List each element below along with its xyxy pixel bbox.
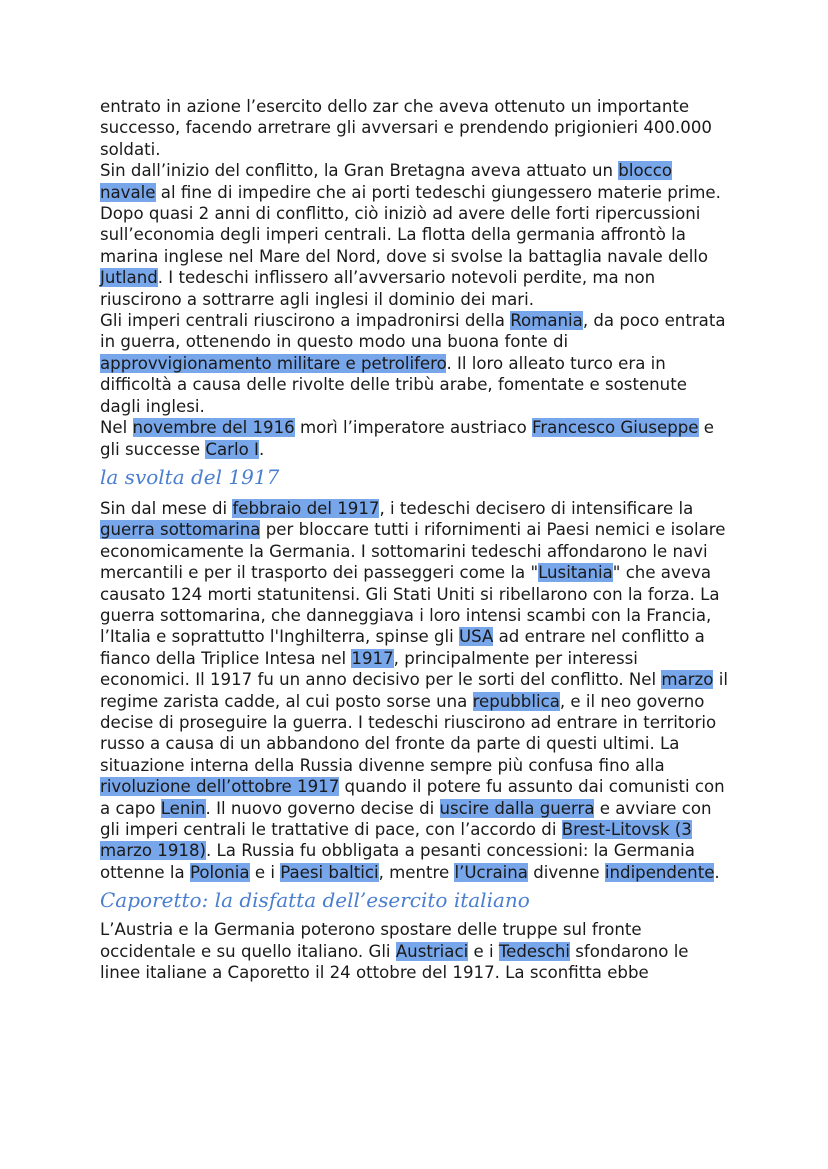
highlight: febbraio del 1917 xyxy=(232,498,380,518)
paragraph-franz-joseph xyxy=(100,417,732,460)
highlight: Paesi baltici xyxy=(280,862,379,882)
highlight: rivoluzione dell’ottobre 1917 xyxy=(100,777,340,797)
text: , principalmente per interessi economici. Il 1917 fu un anno decisivo per le sorti del conflitto. Nel xyxy=(100,648,662,690)
text: . Il loro alleato turco era in difficoltà a causa delle rivolte delle tribù arabe, fomentate e sostenute dagli inglesi. xyxy=(100,353,687,416)
text: , e il neo governo decise di proseguire la guerra. I tedeschi riuscirono ad entrare in territorio russo a causa di un abbandono del fronte da parte di questi ultimi. La situazione interna della Russia divenne sempre più confusa fino alla xyxy=(100,691,717,775)
highlight: Romania xyxy=(510,311,583,331)
text: Sin dall’inizio del conflitto, la Gran Bretagna aveva attuato un xyxy=(100,161,619,181)
text: , da poco entrata in guerra, ottenendo in questo modo una buona fonte di xyxy=(100,311,726,352)
text: al fine di impedire che ai porti tedeschi giungessero materie prime. Dopo quasi 2 anni di conflitto, ciò iniziò ad avere delle forti ripercussioni sull’economia degli imperi centrali. La flotta della germania affrontò la marina inglese nel Mare del Nord, dove si svolse la battaglia navale dello xyxy=(100,182,721,266)
paragraph-naval-blockade xyxy=(100,160,732,310)
highlight: novembre del 1916 xyxy=(132,418,295,438)
text: , mentre xyxy=(378,862,455,882)
text: e gli successe xyxy=(100,418,714,459)
highlight: blocco navale xyxy=(100,161,672,202)
paragraph-caporetto xyxy=(100,919,732,983)
text: . I tedeschi inflissero all’avversario notevoli perdite, ma non riuscirono a sottrarre agli inglesi il dominio dei mari. xyxy=(100,268,656,309)
highlight: USA xyxy=(459,627,494,647)
text: per bloccare tutti i rifornimenti ai Paesi nemici e isolare economicamente la Germania. I sottomarini tedeschi affondarono le navi mercantili e per il trasporto dei passeggeri come la " xyxy=(100,520,726,583)
text: . xyxy=(714,862,720,882)
highlight: guerra sottomarina xyxy=(100,520,261,540)
text: il regime zarista cadde, al cui posto sorse una xyxy=(100,670,728,711)
highlight: Jutland xyxy=(100,268,158,288)
paragraph-svolta-1917 xyxy=(100,498,732,883)
highlight: indipendente xyxy=(604,862,715,882)
text: " che aveva causato 124 morti statunitensi. Gli Stati Uniti si ribellarono con la forza. La guerra sottomarina, che danneggiava i loro intensi scambi con la Francia, l’Italia e soprattutto l'Inghilterra, spinse gli xyxy=(100,563,720,647)
text: Gli imperi centrali riuscirono a impadronirsi della xyxy=(100,311,511,331)
heading-caporetto: Caporetto: la disfatta dell’esercito italiano xyxy=(100,888,530,913)
heading-svolta-1917: la svolta del 1917 xyxy=(100,464,280,489)
text: sfondarono le linee italiane a Caporetto il 24 ottobre del 1917. La sconfitta ebbe xyxy=(100,941,689,983)
highlight: Lusitania xyxy=(538,563,613,583)
text: quando il potere fu assunto dai comunisti con a capo xyxy=(100,777,725,818)
highlight: Lenin xyxy=(160,798,206,818)
highlight: uscire dalla guerra xyxy=(439,798,595,818)
paragraph-romania xyxy=(100,310,732,417)
text: . La Russia fu obbligata a pesanti concessioni: la Germania ottenne la xyxy=(100,841,695,882)
text: ad entrare nel conflitto a fianco della Triplice Intesa nel xyxy=(100,627,705,668)
highlight: repubblica xyxy=(472,691,560,711)
text: Nel xyxy=(100,418,133,438)
highlight: Brest-Litovsk (3 marzo 1918) xyxy=(100,820,692,861)
highlight: Carlo I xyxy=(205,439,259,459)
text: , i tedeschi decisero di intensificare la xyxy=(379,498,694,518)
highlight: approvvigionamento militare e petrolifero xyxy=(100,353,447,373)
highlight: Tedeschi xyxy=(498,941,571,961)
highlight: Francesco Giuseppe xyxy=(532,418,699,438)
text: . Il nuovo governo decise di xyxy=(205,798,440,818)
text: L’Austria e la Germania poterono spostare delle truppe sul fronte occidentale e su quello italiano. Gli xyxy=(100,920,642,961)
highlight: marzo xyxy=(661,670,714,690)
text: e avviare con gli imperi centrali le trattative di pace, con l’accordo di xyxy=(100,798,712,839)
text: divenne xyxy=(527,862,605,882)
highlight: l’Ucraina xyxy=(454,862,528,882)
text: e i xyxy=(249,862,281,882)
text: e i xyxy=(468,941,499,961)
highlight: Austriaci xyxy=(395,941,469,961)
paragraph-tsar-offensive: entrato in azione l’esercito dello zar che aveva ottenuto un importante successo, facendo arretrare gli avversari e prendendo prigionieri 400.000 soldati. xyxy=(100,97,712,159)
text: . xyxy=(258,439,265,459)
highlight: 1917 xyxy=(351,648,394,668)
text: morì l’imperatore austriaco xyxy=(294,418,532,438)
highlight: Polonia xyxy=(189,862,250,882)
text: Sin dal mese di xyxy=(100,498,233,518)
